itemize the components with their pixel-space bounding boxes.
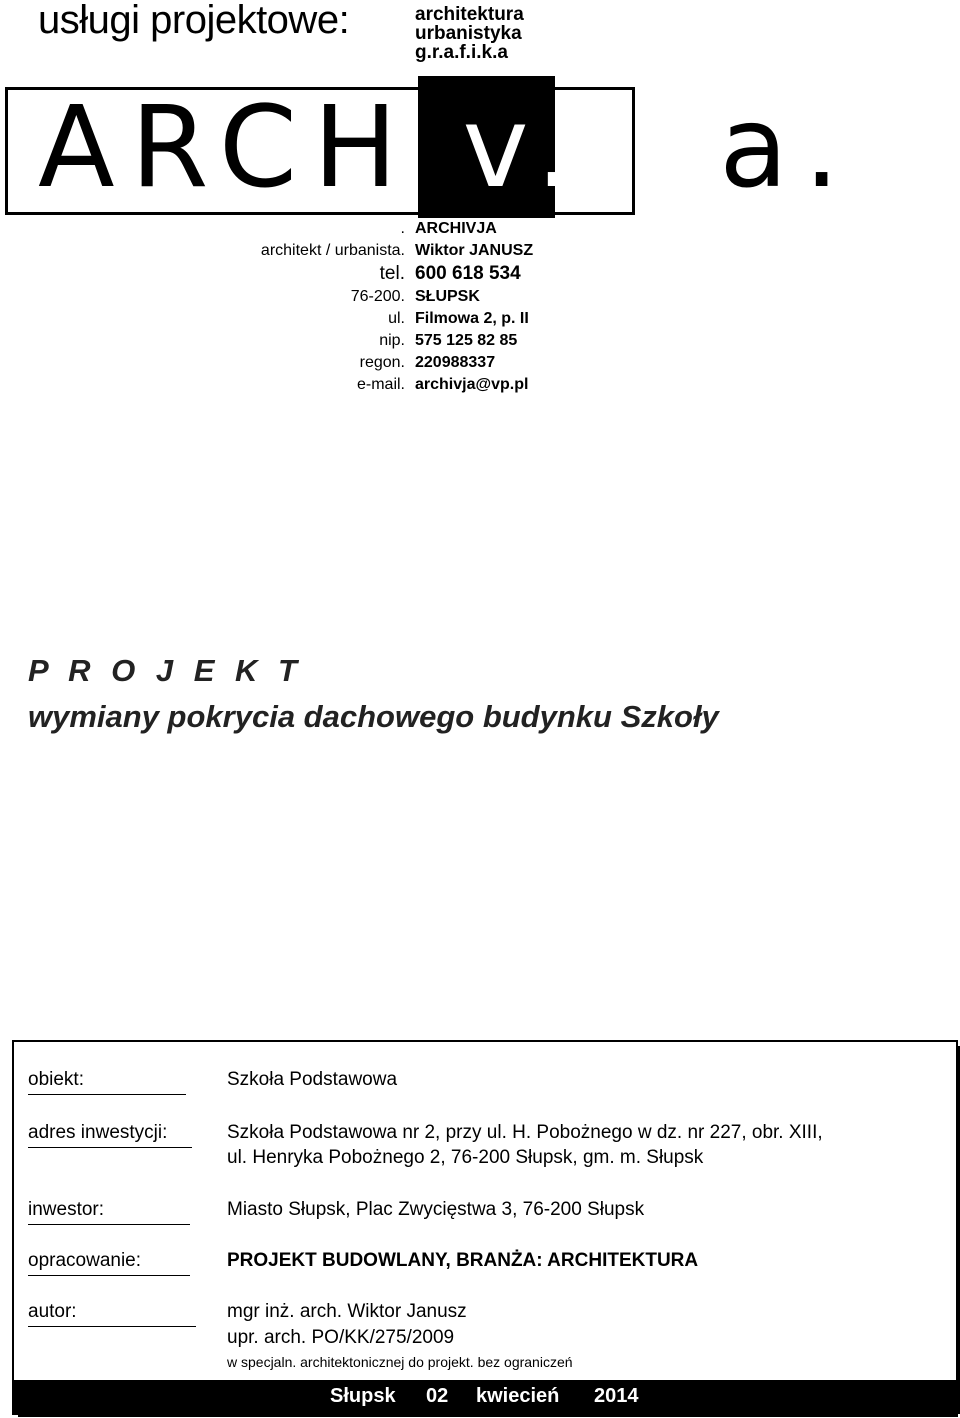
contact-label: architekt / urbanista. — [260, 242, 405, 259]
contact-value: SŁUPSK — [415, 288, 480, 305]
project-title-line1: P R O J E K T — [28, 653, 303, 688]
contact-label: . — [400, 220, 405, 237]
logo-part-mid: v.ja — [462, 83, 720, 213]
footer-day: 02 — [426, 1385, 449, 1407]
contact-row — [0, 286, 960, 308]
obiekt-value: Szkoła Podstawowa — [227, 1069, 398, 1090]
footer-month: kwiecień — [476, 1385, 560, 1407]
contact-label: e-mail. — [356, 376, 405, 393]
obiekt-label: obiekt: — [28, 1068, 186, 1095]
inwestor-value: Miasto Słupsk, Plac Zwycięstwa 3, 76-200 Słupsk — [227, 1199, 645, 1220]
contact-label: tel. — [379, 263, 405, 284]
contact-label: 76-200. — [350, 288, 405, 305]
opracowanie-label: opracowanie: — [28, 1249, 190, 1276]
contact-label: nip. — [379, 332, 405, 349]
adres-line2: ul. Henryka Pobożnego 2, 76-200 Słupsk, gm. m. Słupsk — [227, 1147, 704, 1168]
footer-date-bar — [14, 1380, 956, 1413]
autor-line3: w specjaln. architektonicznej do projekt. bez ograniczeń — [227, 1354, 573, 1370]
services-title: usługi projektowe: — [38, 0, 350, 42]
contact-value: Wiktor JANUSZ — [415, 242, 534, 259]
adres-label: adres inwestycji: — [28, 1121, 192, 1148]
opracowanie-value: PROJEKT BUDOWLANY, BRANŻA: ARCHITEKTURA — [227, 1250, 699, 1271]
contact-value: Filmowa 2, p. II — [415, 310, 529, 327]
logo-part-right: a. — [719, 83, 856, 213]
contact-row — [0, 330, 960, 352]
footer-city: Słupsk — [330, 1385, 396, 1407]
services-list — [415, 5, 524, 62]
contact-value: 575 125 82 85 — [415, 332, 518, 349]
contact-value: 600 618 534 — [415, 263, 521, 284]
contact-value: 220988337 — [415, 354, 496, 371]
contact-row — [0, 352, 960, 374]
contact-label: regon. — [359, 354, 405, 371]
contact-row — [0, 240, 960, 262]
autor-line1: mgr inż. arch. Wiktor Janusz — [227, 1301, 467, 1322]
project-title — [28, 648, 719, 740]
contact-row — [0, 308, 960, 330]
project-title-line2: wymiany pokrycia dachowego budynku Szkoły — [28, 699, 719, 734]
contact-row — [0, 218, 960, 240]
autor-label: autor: — [28, 1300, 196, 1327]
inwestor-label: inwestor: — [28, 1198, 190, 1225]
contact-label: ul. — [388, 310, 405, 327]
service-item: urbanistyka — [415, 23, 522, 44]
contact-block — [0, 218, 960, 396]
contact-row — [0, 262, 960, 286]
adres-line1: Szkoła Podstawowa nr 2, przy ul. H. Pobożnego w dz. nr 227, obr. XIII, — [227, 1122, 823, 1143]
contact-row — [0, 374, 960, 396]
logo-text — [38, 83, 856, 213]
service-item: g.r.a.f.i.k.a — [415, 42, 508, 63]
service-item: architektura — [415, 4, 524, 25]
contact-value: ARCHIVJA — [415, 220, 497, 237]
autor-line2: upr. arch. PO/KK/275/2009 — [227, 1327, 455, 1348]
logo-part-left: ARCHI — [38, 83, 463, 213]
contact-value: archivja@vp.pl — [415, 376, 529, 393]
footer-year: 2014 — [594, 1385, 639, 1407]
